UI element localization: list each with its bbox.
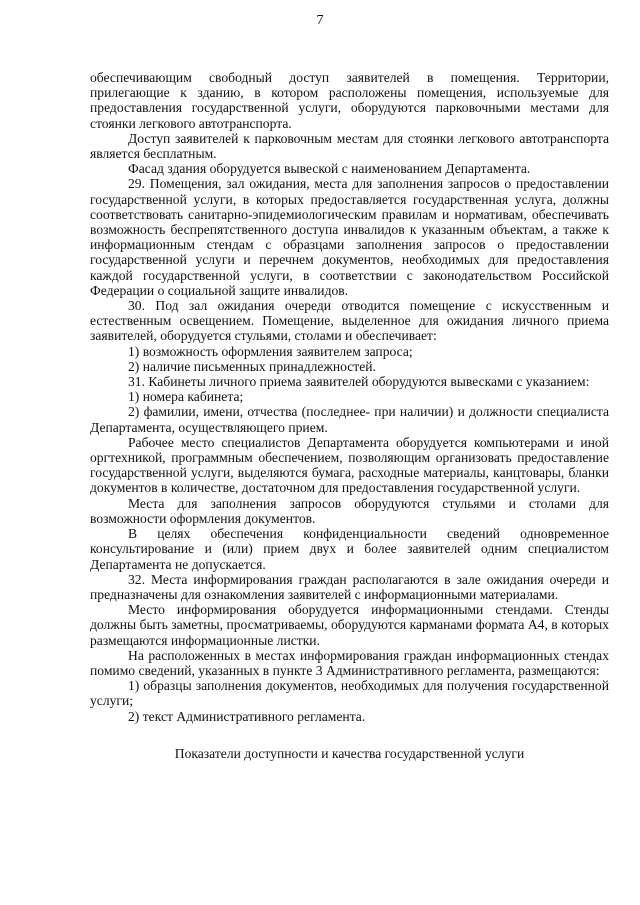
paragraph: Места для заполнения запросов оборудуются стульями и столами для возможности оформления документов. [90,495,609,526]
paragraph: Место информирования оборудуется информационными стендами. Стенды должны быть заметны, просматриваемы, оборудуются карманами формата А4, в которых размещаются информационные листки. [90,602,609,648]
paragraph: 30. Под зал ожидания очереди отводится помещение с искусственным и естественным освещением. Помещение, выделенное для ожидания личного приема заявителей, оборудуется стульями, столами и обеспечивает: [90,298,609,344]
paragraph: На расположенных в местах информирования граждан информационных стендах помимо сведений, указанных в пункте 3 Административного регламента, размещаются: [90,647,609,678]
list-item: 2) текст Административного регламента. [128,708,366,724]
list-item: 1) образцы заполнения документов, необходимых для получения государственной услуги; [90,678,609,709]
paragraph: В целях обеспечения конфиденциальности сведений одновременное консультирование и (или) прием двух и более заявителей одним специалистом Департамента не допускается. [90,526,609,572]
paragraph: 32. Места информирования граждан располагаются в зале ожидания очереди и предназначены для ознакомления заявителей с информационными материалами. [90,571,609,602]
paragraph: обеспечивающим свободный доступ заявителей в помещения. Территории, прилегающие к зданию, в котором расположены помещения, используемые для предоставления государственной услуги, оборудуются парковочными местами для стоянки легкового автотранспорта. [90,70,609,131]
list-item: 1) возможность оформления заявителем запроса; [128,343,413,359]
paragraph: Доступ заявителей к парковочным местам для стоянки легкового автотранспорта является бесплатным. [90,130,609,162]
paragraph: Фасад здания оборудуется вывеской с наименованием Департамента. [128,161,531,177]
document-body [90,70,609,761]
page-number: 7 [316,13,324,28]
paragraph: 29. Помещения, зал ожидания, места для заполнения запросов о предоставлении государственной услуги, в которых предоставляется государственная услуга, должны соответствовать санитарно-эпидемиологическим правилам и нормативам, обеспечивать возможность беспрепятственного доступа инвалидов к указанным объектам, а также к информационным стендам с образцами заполнения запросов о предоставлении государственной услуги и перечнем документов, необходимых для предоставления каждой государственной услуги, в соответствии с законодательством Российской Федерации о социальной защите инвалидов. [90,176,609,298]
paragraph: Рабочее место специалистов Департамента оборудуется компьютерами и иной оргтехникой, программным обеспечением, позволяющим организовать предоставление государственной услуги, выделяются бумага, расходные материалы, канцтовары, бланки документов в количестве, достаточном для предоставления государственной услуги. [90,434,609,496]
list-item: 1) номера кабинета; [128,389,244,405]
list-item: 2) фамилии, имени, отчества (последнее- при наличии) и должности специалиста Департамента, осуществляющего прием. [90,404,609,435]
section-heading: Показатели доступности и качества государственной услуги [174,745,525,761]
list-item: 2) наличие письменных принадлежностей. [128,358,376,374]
paragraph: 31. Кабинеты личного приема заявителей оборудуются вывесками с указанием: [128,374,590,390]
